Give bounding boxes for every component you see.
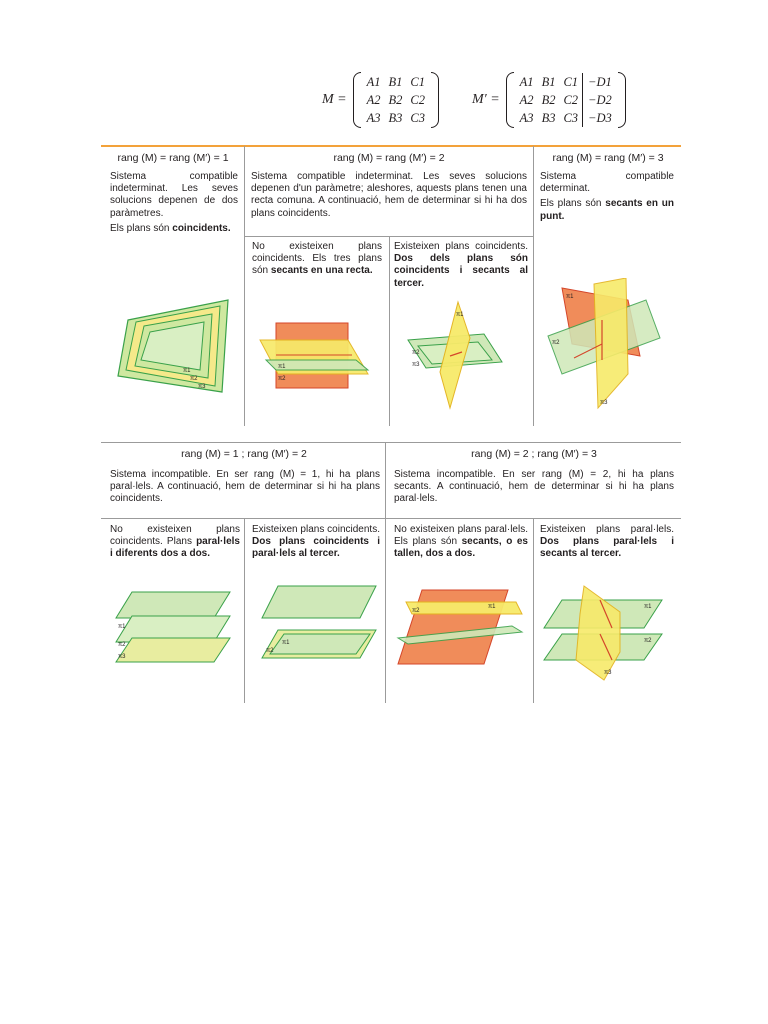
case-d-bold: Dos plans coincidents i paral·lels al tercer. — [252, 536, 380, 560]
case-a-text — [252, 241, 382, 278]
case-a-plain: No existeixen plans coincidents. Els tres plans són — [252, 241, 382, 277]
col2-desc: Sistema compatible indeterminat. Les seves solucions depenen d'un paràmetre; aleshores, aquests plans tenen una recta comuna. A continuació, hem de determinar si hi ha dos plans coincidents. — [251, 171, 527, 219]
case-f-text — [540, 524, 674, 561]
cell: B3 — [541, 110, 556, 125]
matrix-m-label: M = — [322, 92, 347, 107]
case-f-plain: Existeixen plans paral·lels. — [540, 524, 674, 535]
col3-result-prefix: Els plans són — [540, 198, 606, 210]
matrix-header — [322, 70, 662, 132]
case-e-text — [394, 524, 528, 561]
row2-right-desc: Sistema incompatible. En ser rang (M) = 2, hi ha plans secants. A continuació, hem de determinar si hi ha plans paral·lels. — [394, 469, 674, 505]
case-a-bold: secants en una recta. — [270, 265, 373, 277]
col3-desc: Sistema compatible determinat. — [540, 171, 674, 195]
plane-label: π1 — [488, 604, 496, 610]
divider — [101, 442, 681, 443]
cell: B1 — [388, 74, 403, 89]
plane-label: π2 — [412, 608, 420, 614]
case-f-bold: Dos plans paral·lels i secants al tercer. — [540, 536, 674, 560]
cell: C3 — [563, 110, 579, 125]
cell: B2 — [388, 92, 403, 107]
plane-label: π1 — [183, 368, 191, 374]
cell: B2 — [541, 92, 556, 107]
case-b-bold: Dos dels plans són coincidents i secants al tercer. — [394, 253, 528, 289]
cell: A1 — [519, 74, 534, 89]
plane-yellow — [440, 302, 470, 408]
cell: A3 — [519, 110, 534, 125]
cell: −D3 — [583, 109, 616, 127]
row2-left-desc: Sistema incompatible. En ser rang (M) = 1, hi ha plans paral·lels. A continuació, hem de determinar si hi ha plans coincidents. — [110, 469, 380, 505]
plane-green — [116, 592, 230, 618]
divider — [101, 518, 681, 519]
figure-coincident-parallel — [252, 582, 380, 664]
plane-label: π3 — [604, 670, 612, 676]
case-e-plain: No existeixen plans paral·lels. Els plans són — [394, 524, 528, 548]
figure-parallel-planes — [110, 588, 238, 664]
plane-orange — [398, 590, 508, 664]
cell: −D1 — [583, 73, 616, 91]
plane-label: π1 — [456, 312, 464, 318]
plane-label: π2 — [412, 350, 420, 356]
plane-label: π2 — [278, 376, 286, 382]
divider — [389, 237, 390, 426]
plane-label: π1 — [118, 624, 126, 630]
case-c-bold: paral·lels i diferents dos a dos. — [110, 536, 240, 560]
cell: C1 — [563, 74, 579, 89]
plane-yellow — [594, 278, 628, 408]
col1-result — [110, 223, 238, 235]
col1-text — [110, 171, 238, 238]
figure-coincident-secant — [398, 298, 508, 410]
rang-col1: rang (M) = rang (M′) = 1 — [117, 152, 229, 164]
col3-result-bold: secants en un punt. — [540, 198, 674, 222]
figure-secant-pairwise — [396, 588, 526, 666]
case-e-bold: secants, o es tallen, dos a dos. — [394, 536, 528, 560]
cell: C3 — [410, 110, 425, 125]
header-rule — [101, 145, 681, 147]
divider — [533, 519, 534, 703]
plane-label: π1 — [566, 294, 574, 300]
divider — [533, 146, 534, 426]
cell: C1 — [410, 74, 425, 89]
plane-label: π3 — [412, 362, 420, 368]
rang-col2: rang (M) = rang (M′) = 2 — [333, 152, 445, 164]
divider — [385, 443, 386, 703]
case-c-text — [110, 524, 240, 561]
cell: A2 — [366, 92, 381, 107]
col1-result-prefix: Els plans són — [110, 222, 173, 234]
figure-coincident-planes — [110, 292, 240, 404]
cell: B1 — [541, 74, 556, 89]
matrix-m-prime — [472, 70, 626, 130]
plane-label: π1 — [644, 604, 652, 610]
rang-col3: rang (M) = rang (M′) = 3 — [552, 152, 664, 164]
matrix-m-prime-label: M′ = — [472, 92, 500, 107]
figure-secant-line — [252, 318, 382, 398]
plane-green — [262, 586, 376, 618]
case-d-plain: Existeixen plans coincidents. — [252, 524, 380, 535]
figure-parallel-secant — [540, 574, 664, 682]
cell: A1 — [366, 74, 381, 89]
case-d-text — [252, 524, 380, 561]
rang-row2-right: rang (M) = 2 ; rang (M′) = 3 — [471, 448, 597, 460]
plane-label: π3 — [118, 654, 126, 660]
rang-row2-left: rang (M) = 1 ; rang (M′) = 2 — [181, 448, 307, 460]
plane-label: π2 — [644, 638, 652, 644]
cell: A3 — [366, 110, 381, 125]
col3-result — [540, 198, 674, 222]
cell: −D2 — [583, 91, 616, 109]
plane-yellow — [406, 602, 522, 614]
figure-secant-point — [542, 278, 662, 413]
matrix-m — [322, 70, 439, 130]
cell: B3 — [388, 110, 403, 125]
col3-text — [540, 171, 674, 226]
plane-label: π2 — [552, 340, 560, 346]
plane-label: π2 — [118, 642, 126, 648]
cell: C2 — [410, 92, 425, 107]
plane-label: π2 — [190, 376, 198, 382]
cell: A2 — [519, 92, 534, 107]
plane-label: π1 — [282, 640, 290, 646]
plane-yellowgreen — [116, 638, 230, 662]
divider — [244, 519, 245, 703]
plane-label: π1 — [278, 364, 286, 370]
plane-label: π2 — [266, 648, 274, 654]
cell: C2 — [563, 92, 579, 107]
col1-result-bold: coincidents. — [172, 222, 231, 234]
case-b-text — [394, 241, 528, 290]
case-c-plain: No existeixen plans coincidents. Plans — [110, 524, 240, 548]
plane-label: π3 — [198, 384, 206, 390]
divider — [244, 146, 245, 426]
col1-desc: Sistema compatible indeterminat. Les seves solucions depenen de dos paràmetres. — [110, 171, 238, 219]
plane-label: π3 — [600, 400, 608, 406]
case-b-plain: Existeixen plans coincidents. — [394, 241, 528, 252]
